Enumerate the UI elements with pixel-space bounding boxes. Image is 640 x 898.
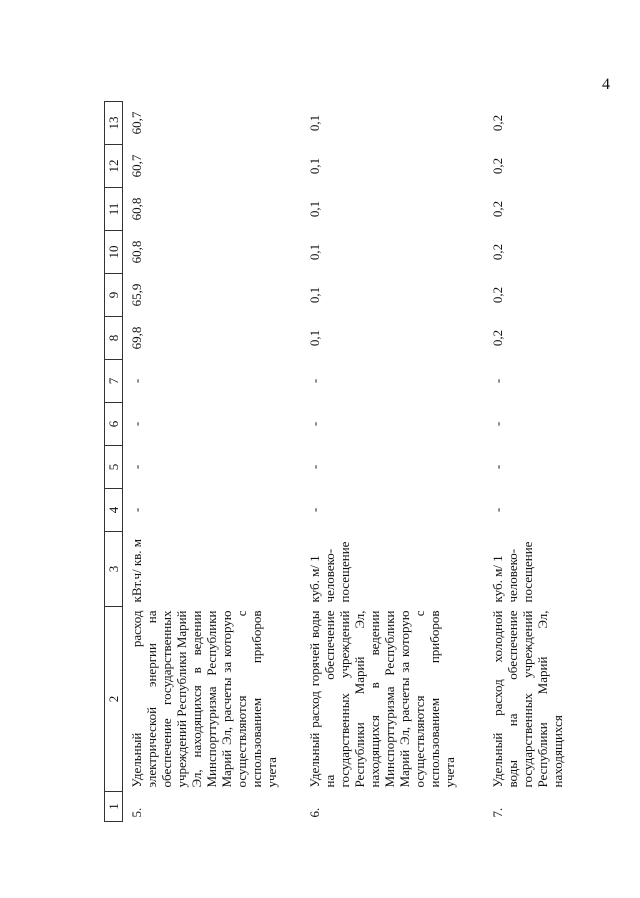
row-number: 7.: [490, 807, 505, 818]
value-cell: 0,1: [307, 114, 322, 132]
header-cell: 7: [105, 360, 123, 403]
header-cell: 5: [105, 446, 123, 489]
table-row: [484, 102, 565, 822]
value-cell: 0,2: [490, 329, 505, 347]
header-cell: 2: [105, 607, 123, 792]
table-row: [301, 102, 484, 822]
value-cell: 69,8: [129, 326, 144, 350]
indicator-description: Удельный расход холодной воды на обеспечение государственных учреждений Республики Марий Эл, находящихся: [490, 610, 565, 788]
value-cell: -: [129, 507, 144, 513]
value-cell: 0,2: [490, 286, 505, 304]
value-cell: 60,8: [129, 197, 144, 221]
header-cell: 10: [105, 231, 123, 274]
header-row: [105, 102, 123, 822]
row-number: 6.: [307, 807, 322, 818]
row-number: 5.: [129, 807, 144, 818]
value-cell: 0,2: [490, 200, 505, 218]
header-cell: 3: [105, 532, 123, 607]
header-cell: 11: [105, 188, 123, 231]
header-cell: 12: [105, 145, 123, 188]
value-cell: 0,1: [307, 286, 322, 304]
indicator-description: Удельный расход электрической энергии на обеспечение государственных учреждений Республики Марий Эл, находящихся в ведении Минспорттуризма Республики Марий Эл, расчеты за которую осуществляются с использованием приборов учета: [129, 610, 279, 788]
header-cell: 13: [105, 102, 123, 145]
value-cell: 60,8: [129, 240, 144, 264]
value-cell: 65,9: [129, 283, 144, 307]
value-cell: 0,2: [490, 114, 505, 132]
indicator-description: Удельный расход горячей воды на обеспечение государственных учреждений Республики Марий Эл, находящихся в ведении Минспорттуризма Республики Марий Эл, расчеты за которую осуществляются с использованием приборов учета: [307, 610, 457, 788]
rotated-table-sheet: [104, 102, 565, 822]
header-cell: 9: [105, 274, 123, 317]
value-cell: -: [307, 378, 322, 384]
value-cell: 0,2: [490, 243, 505, 261]
value-cell: -: [490, 464, 505, 470]
header-cell: 1: [105, 792, 123, 822]
value-cell: 0,1: [307, 200, 322, 218]
value-cell: -: [129, 464, 144, 470]
value-cell: -: [307, 507, 322, 513]
value-cell: -: [307, 421, 322, 427]
value-cell: 0,1: [307, 157, 322, 175]
unit-of-measure: куб. м/ 1 человеко-посещение: [490, 541, 535, 603]
value-cell: 60,7: [129, 111, 144, 135]
value-cell: -: [129, 421, 144, 427]
value-cell: 0,1: [307, 243, 322, 261]
header-cell: 4: [105, 489, 123, 532]
value-cell: -: [490, 378, 505, 384]
unit-of-measure: кВт.ч/ кв. м: [129, 538, 144, 603]
indicators-table: [104, 101, 565, 822]
page-number: 4: [602, 76, 610, 93]
value-cell: 60,7: [129, 154, 144, 178]
value-cell: -: [307, 464, 322, 470]
value-cell: -: [490, 421, 505, 427]
value-cell: 0,2: [490, 157, 505, 175]
header-cell: 6: [105, 403, 123, 446]
value-cell: -: [490, 507, 505, 513]
value-cell: 0,1: [307, 329, 322, 347]
table-row: [123, 102, 302, 822]
unit-of-measure: куб. м/ 1 человеко-посещение: [307, 541, 352, 603]
value-cell: -: [129, 378, 144, 384]
header-cell: 8: [105, 317, 123, 360]
